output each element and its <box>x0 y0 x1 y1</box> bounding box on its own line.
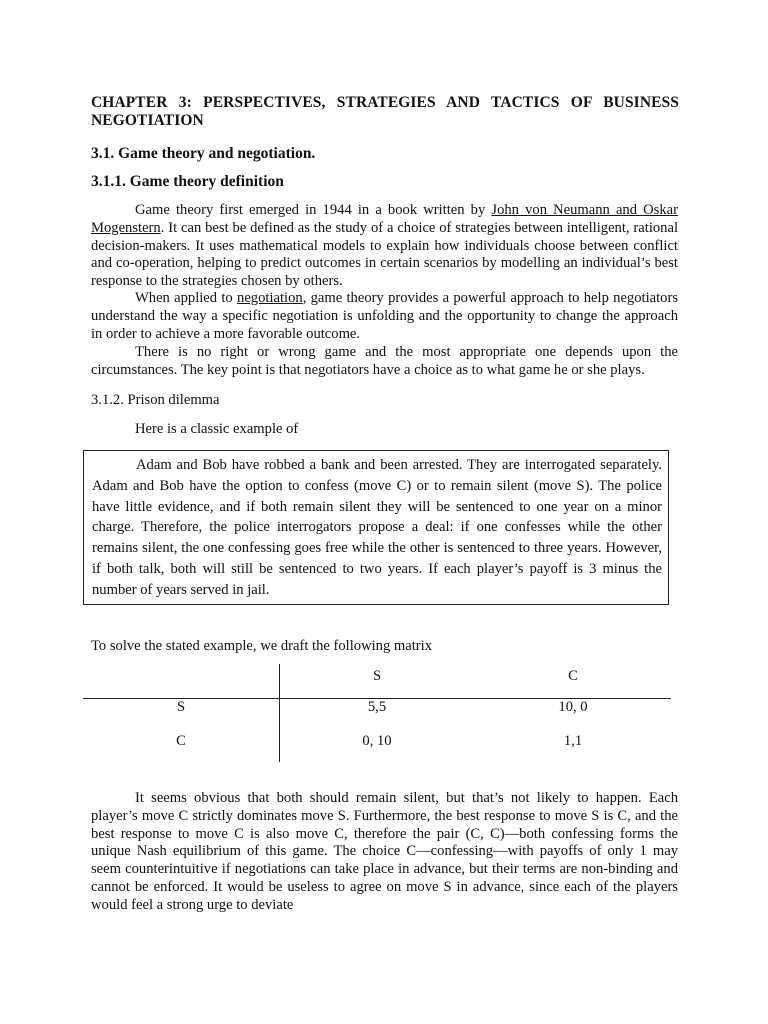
matrix-col-header: C <box>568 668 578 684</box>
chapter-title: CHAPTER 3: PERSPECTIVES, STRATEGIES AND TACTICS OF BUSINESS NEGOTIATION <box>91 94 679 129</box>
para1-text-before: Game theory first emerged in 1944 in a book written by <box>135 202 492 218</box>
subsection-prison-dilemma: 3.1.2. Prison dilemma <box>91 392 220 408</box>
section-title: 3.1. Game theory and negotiation. <box>91 145 316 162</box>
example-intro: Here is a classic example of <box>135 421 299 437</box>
matrix-cell: 0, 10 <box>362 733 392 749</box>
para1-text-after: . It can best be defined as the study of a choice of strategies between intelligent, rational decision-makers. It uses mathematical models to explain how individuals choose between conflict and co-operation, helping to predict outcomes in certain scenarios by modelling an individual’s best response to the strategies chosen by others. <box>91 219 678 290</box>
matrix-intro: To solve the stated example, we draft the following matrix <box>91 638 433 654</box>
matrix-cell: 1,1 <box>563 733 583 749</box>
example-box <box>83 450 669 605</box>
matrix-cell: 5,5 <box>367 699 387 715</box>
matrix-row-header: S <box>176 699 186 715</box>
matrix-cell: 10, 0 <box>558 699 588 715</box>
author-link[interactable]: John von Neumann and Oskar Mogenstern <box>91 202 678 236</box>
paragraph-nash-equilibrium: It seems obvious that both should remain silent, but that’s not likely to happen. Each player’s move C strictly dominates move S. Furthermore, the best response to move S is C, and the best response to move C is also move C, therefore the pair (C, C)—both confessing forms the unique Nash equilibrium of this game. The choice C—confessing—with payoffs of only 1 may seem counterintuitive if negotiations can take place in advance, but their terms are non-binding and cannot be enforced. It would be useless to agree on move S in advance, since each of the players would feel a strong urge to deviate <box>91 790 678 913</box>
paragraph-no-right-game: There is no right or wrong game and the most appropriate one depends upon the circumstances. The key point is that negotiators have a choice as to what game he or she plays. <box>91 344 678 378</box>
para2-text-before: When applied to <box>135 290 238 306</box>
matrix-row-header: C <box>176 733 186 749</box>
matrix-divider-vertical <box>279 664 280 762</box>
example-box-text: Adam and Bob have robbed a bank and been arrested. They are interrogated separately. Adam and Bob have the option to confess (move C) or to remain silent (move S). The police have little evidence, and if both remain silent they will be sentenced to one year on a minor charge. Therefore, the police interrogators propose a deal: if one confesses while the other remains silent, the one confessing goes free while the other is sentenced to three years. However, if both talk, both will still be sentenced to two years. If each player’s payoff is 3 minus the number of years served in jail. <box>92 457 662 598</box>
paragraph-negotiation <box>91 290 678 343</box>
para2-text-after: , game theory provides a powerful approach to help negotiators understand the way a specific negotiation is unfolding and the opportunity to change the approach in order to achieve a more favorable outcome. <box>91 290 678 342</box>
paragraph-game-theory-definition <box>91 202 678 291</box>
subsection-title: 3.1.1. Game theory definition <box>91 173 284 190</box>
negotiation-link[interactable]: negotiation <box>237 290 303 306</box>
matrix-col-header: S <box>372 668 382 684</box>
